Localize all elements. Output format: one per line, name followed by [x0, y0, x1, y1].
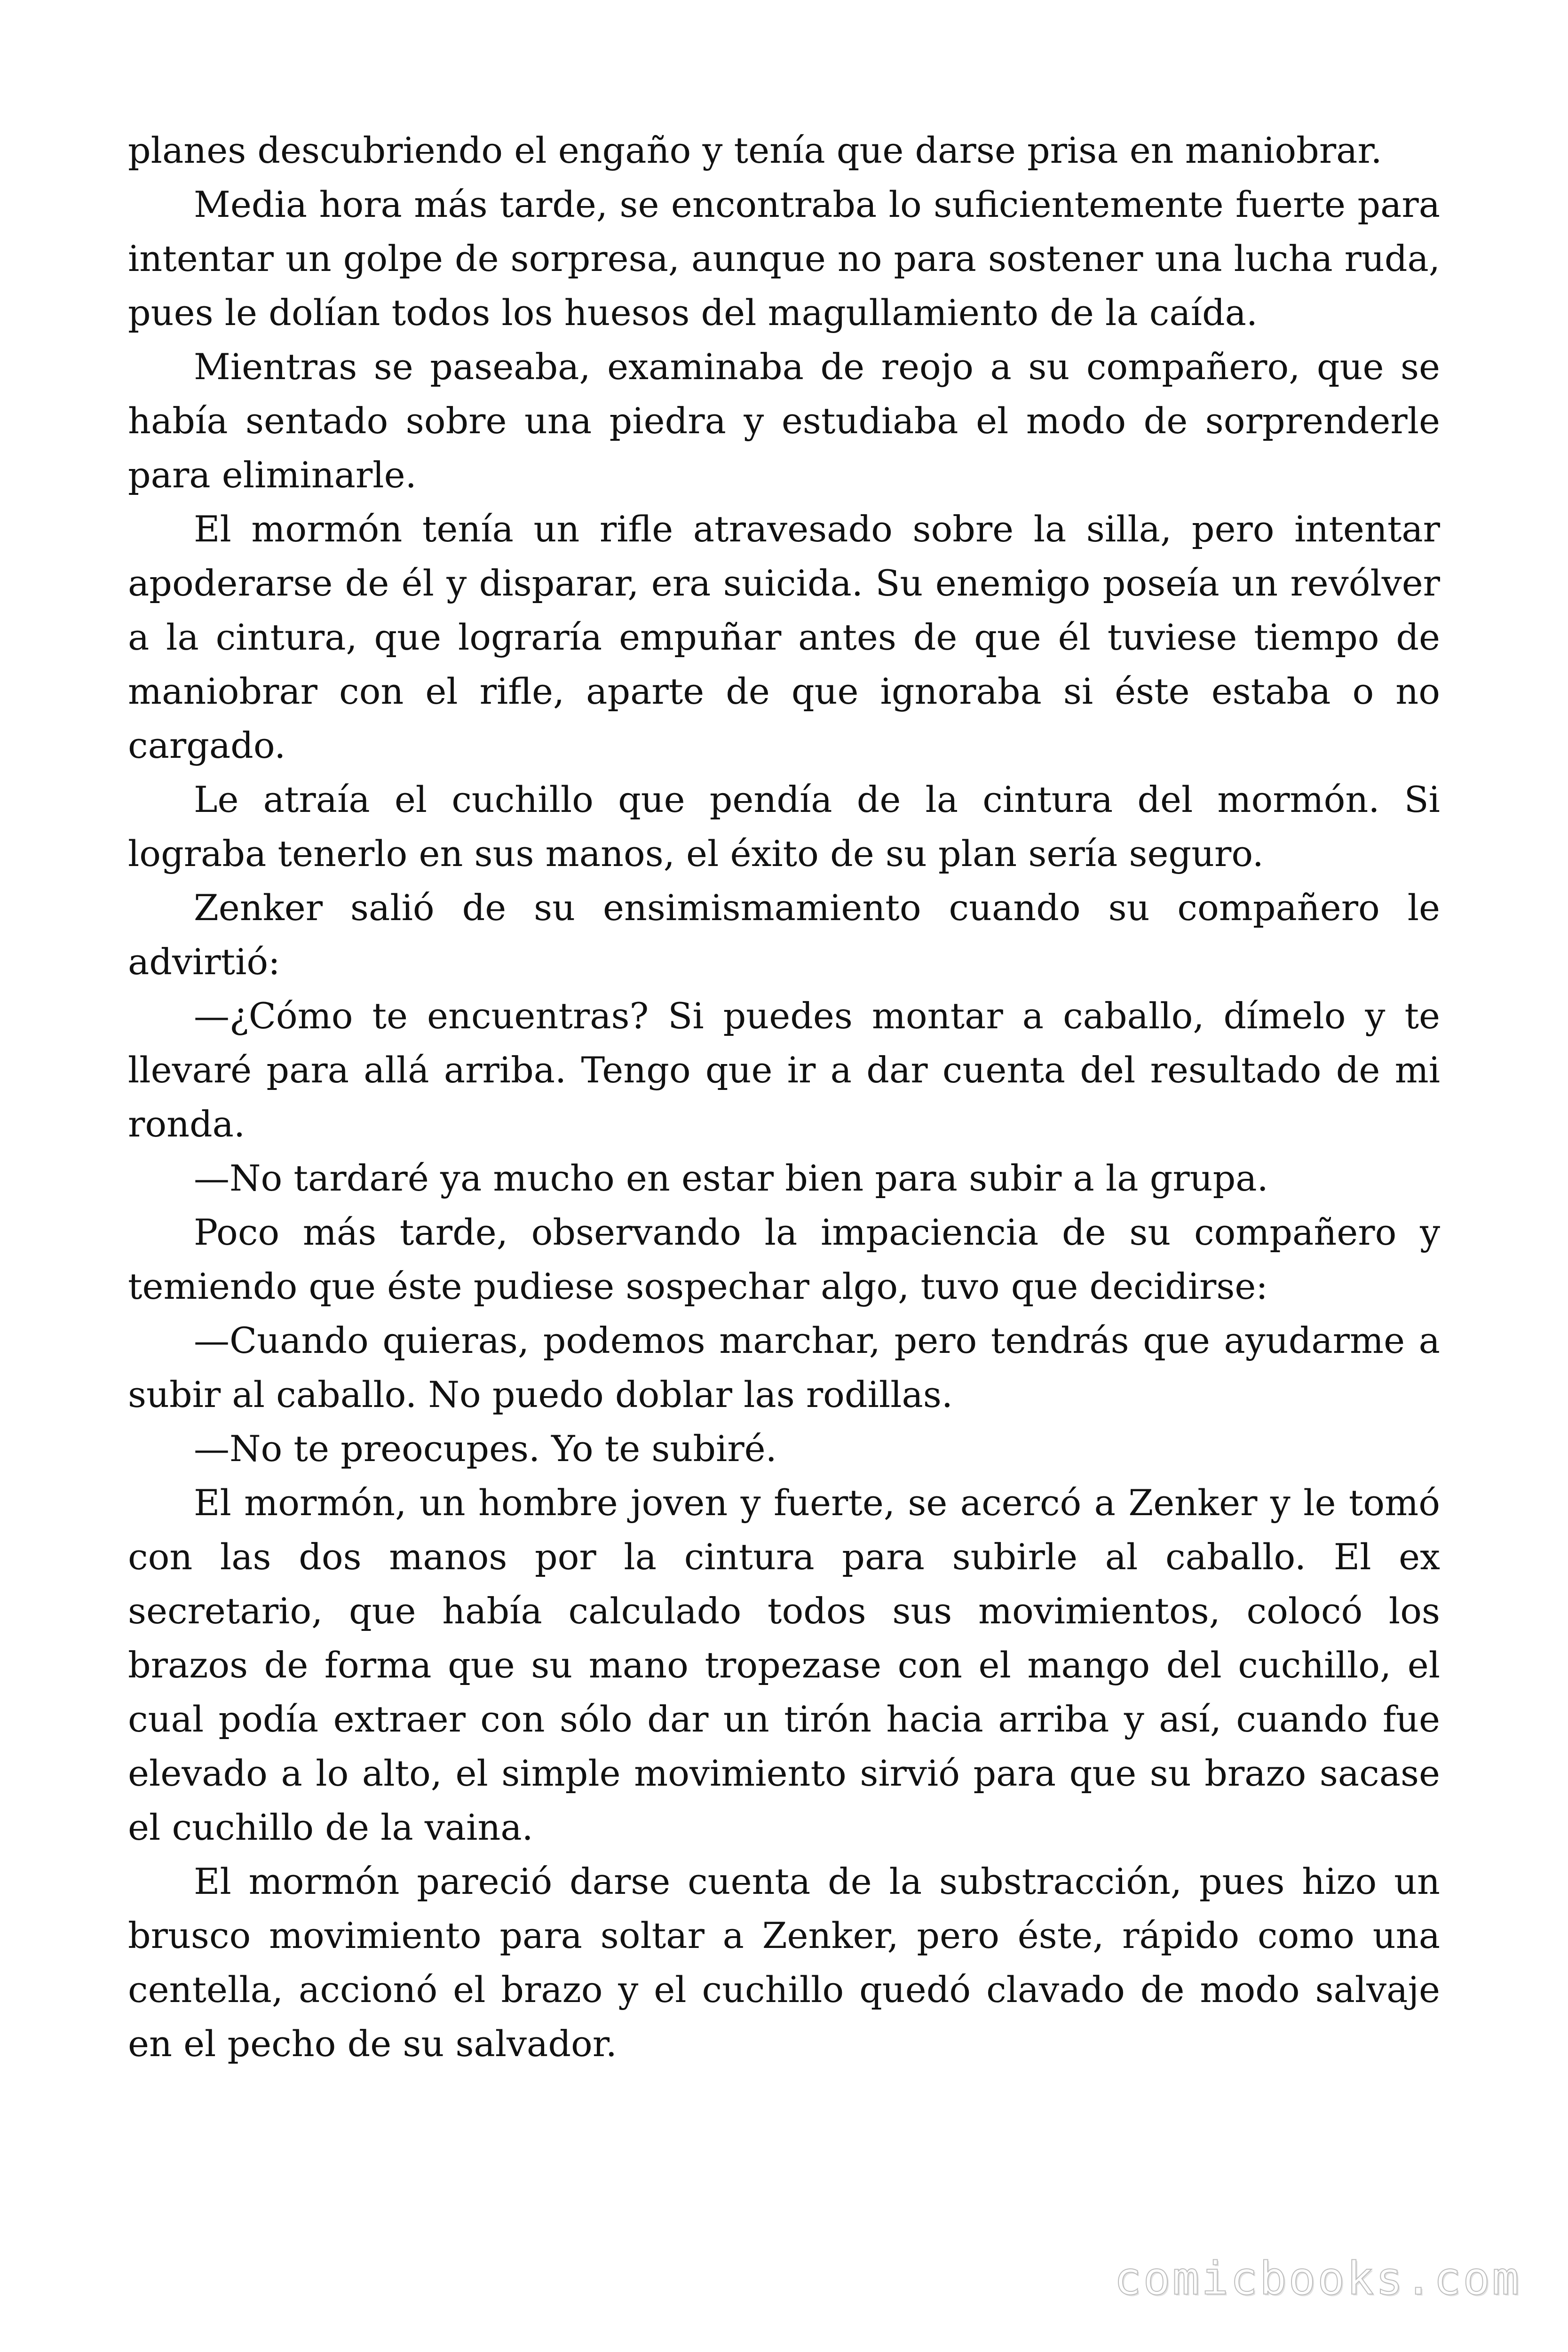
page-body — [128, 123, 1440, 2071]
paragraph: Media hora más tarde, se encontraba lo suficientemente fuerte para intentar un golpe de sorpresa, aunque no para sostener una lucha ruda, pues le dolían todos los huesos del magullamiento de la caída. — [128, 183, 1440, 334]
paragraph: El mormón tenía un rifle atravesado sobre la silla, pero intentar apoderarse de él y disparar, era suicida. Su enemigo poseía un revólver a la cintura, que lograría empuñar antes de que él tuviese tiempo de maniobrar con el rifle, aparte de que ignoraba si éste estaba o no cargado. — [128, 508, 1440, 766]
paragraph: —Cuando quieras, podemos marchar, pero tendrás que ayudarme a subir al caballo. No puedo doblar las rodillas. — [128, 1319, 1440, 1415]
paragraph: —No tardaré ya mucho en estar bien para subir a la grupa. — [194, 1157, 1268, 1199]
paragraph: Zenker salió de su ensimismamiento cuando su compañero le advirtió: — [128, 887, 1440, 983]
paragraph: El mormón pareció darse cuenta de la substracción, pues hizo un brusco movimiento para soltar a Zenker, pero éste, rápido como una centella, accionó el brazo y el cuchillo quedó clavado de modo salvaje en el pecho de su salvador. — [128, 1860, 1440, 2065]
paragraph: —¿Cómo te encuentras? Si puedes montar a caballo, dímelo y te llevaré para allá arriba. Tengo que ir a dar cuenta del resultado de mi ronda. — [128, 995, 1440, 1145]
paragraph: planes descubriendo el engaño y tenía que darse prisa en maniobrar. — [128, 129, 1382, 171]
paragraph: Poco más tarde, observando la impaciencia de su compañero y temiendo que éste pudiese sospechar algo, tuvo que decidirse: — [128, 1211, 1440, 1307]
paragraph: Mientras se paseaba, examinaba de reojo a su compañero, que se había sentado sobre una piedra y estudiaba el modo de sorprenderle para eliminarle. — [128, 346, 1440, 496]
paragraph: Le atraía el cuchillo que pendía de la cintura del mormón. Si lograba tenerlo en sus manos, el éxito de su plan sería seguro. — [128, 779, 1440, 874]
paragraph: —No te preocupes. Yo te subiré. — [194, 1428, 777, 1470]
paragraph: El mormón, un hombre joven y fuerte, se acercó a Zenker y le tomó con las dos manos por la cintura para subirle al caballo. El ex secretario, que había calculado todos sus movimientos, colocó los brazos de forma que su mano tropezase con el mango del cuchillo, el cual podía extraer con sólo dar un tirón hacia arriba y así, cuando fue elevado a lo alto, el simple movimiento sirvió para que su brazo sacase el cuchillo de la vaina. — [128, 1482, 1440, 1848]
watermark: comicbooks.com — [1114, 2252, 1521, 2305]
